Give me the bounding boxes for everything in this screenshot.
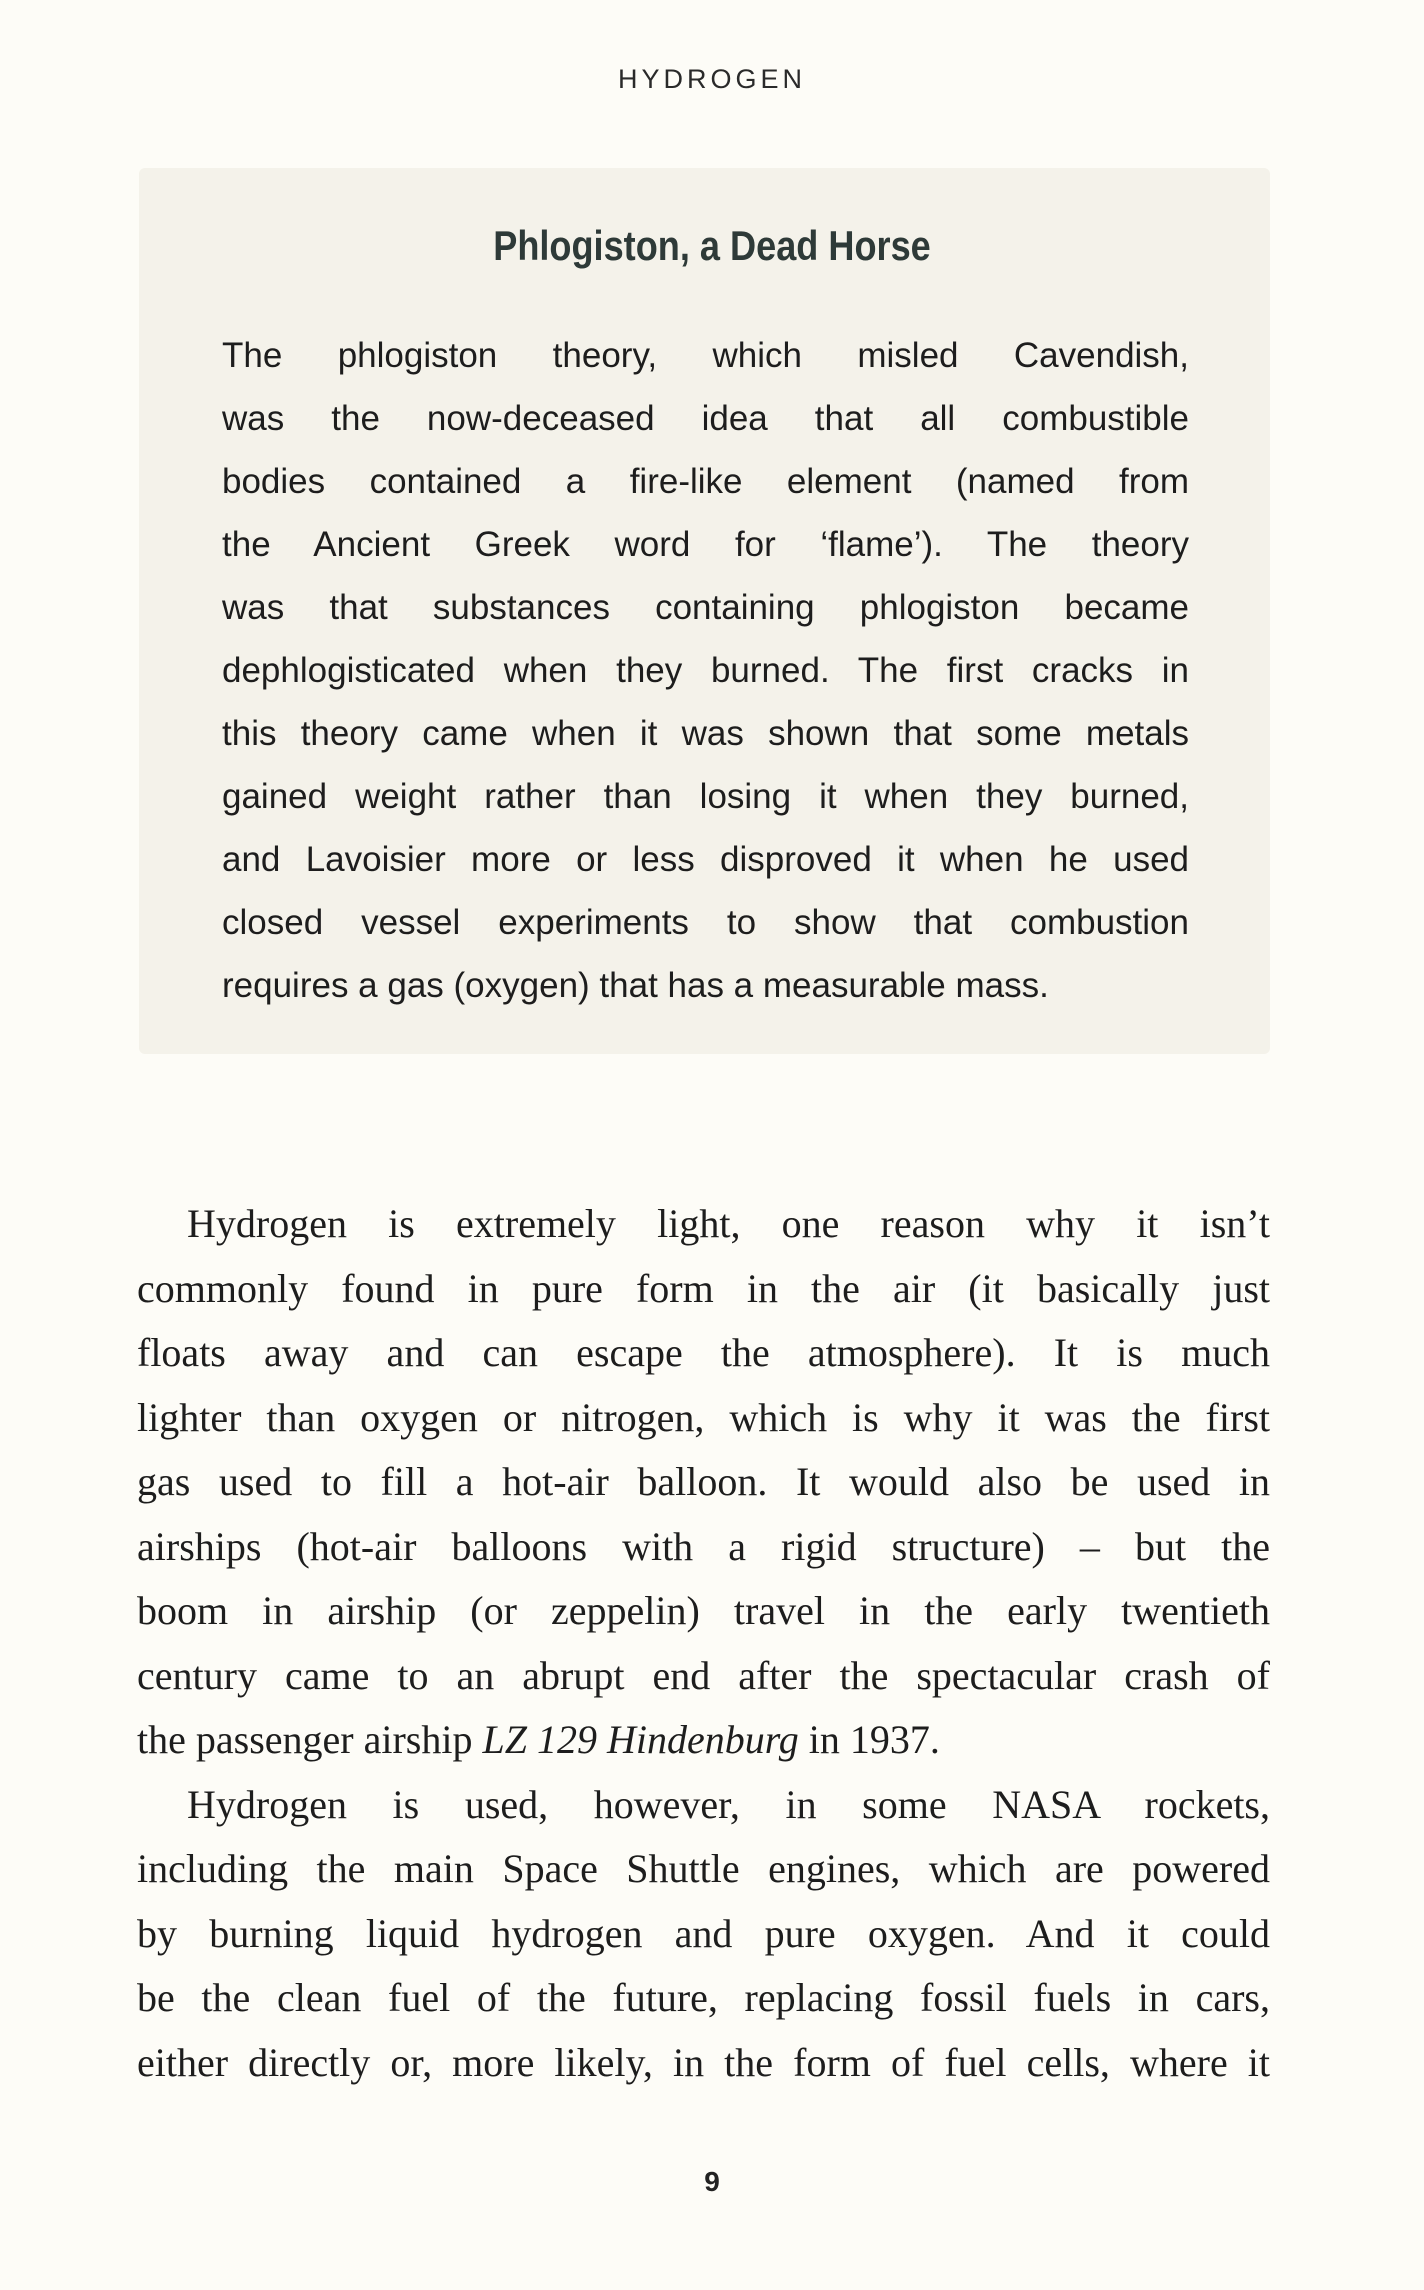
ship-name-italic: LZ 129 Hindenburg [482,1717,799,1762]
paragraph-line: gas used to fill a hot-air balloon. It would also be used in [137,1459,1270,1504]
paragraph-line: by burning liquid hydrogen and pure oxygen. And it could [137,1910,1270,1956]
text-line: was that substances containing phlogiston became [222,588,1189,627]
paragraph-line: including the main Space Shuttle engines, which are powered [137,1846,1270,1891]
paragraph-line: commonly found in pure form in the air (it basically just [137,1265,1270,1311]
text-run: the passenger airship [137,1717,483,1762]
paragraph-line: either directly or, more likely, in the form of fuel cells, where it [137,2039,1270,2085]
text-line: was the now-deceased idea that all combustible [222,399,1189,438]
text-line: requires a gas (oxygen) that has a measurable mass. [222,966,1049,1005]
running-header: HYDROGEN [617,64,806,94]
paragraph-line: Hydrogen is used, however, in some NASA rockets, [187,1781,1270,1827]
text-line: The phlogiston theory, which misled Cavendish, [222,336,1189,375]
text-run: in 1937. [798,1717,940,1762]
text-line: and Lavoisier more or less disproved it when he used [222,840,1189,879]
paragraph-line: century came to an abrupt end after the spectacular crash of [137,1652,1270,1698]
text-line: closed vessel experiments to show that combustion [222,903,1189,942]
paragraph-line: boom in airship (or zeppelin) travel in the early twentieth [137,1588,1270,1633]
main-body-text [137,1192,1270,2095]
text-line: bodies contained a fire-like element (named from [222,462,1189,501]
sidebar-box-title: Phlogiston, a Dead Horse [493,222,931,269]
page-number: 9 [704,2166,720,2197]
text-line: gained weight rather than losing it when they burned, [222,777,1189,816]
text-line: this theory came when it was shown that some metals [222,714,1189,753]
paragraph-line: lighter than oxygen or nitrogen, which is why it was the first [137,1394,1270,1440]
paragraph-line: Hydrogen is extremely light, one reason why it isn’t [187,1201,1270,1246]
text-line: the Ancient Greek word for ‘flame’). The theory [222,525,1189,564]
text-line: dephlogisticated when they burned. The first cracks in [222,651,1189,690]
paragraph-line: be the clean fuel of the future, replacing fossil fuels in cars, [137,1975,1270,2020]
sidebar-box-body [222,324,1189,1017]
paragraph-line [137,1708,1270,1773]
paragraph-line: floats away and can escape the atmosphere). It is much [137,1330,1270,1375]
paragraph-line: airships (hot-air balloons with a rigid structure) – but the [137,1523,1270,1569]
